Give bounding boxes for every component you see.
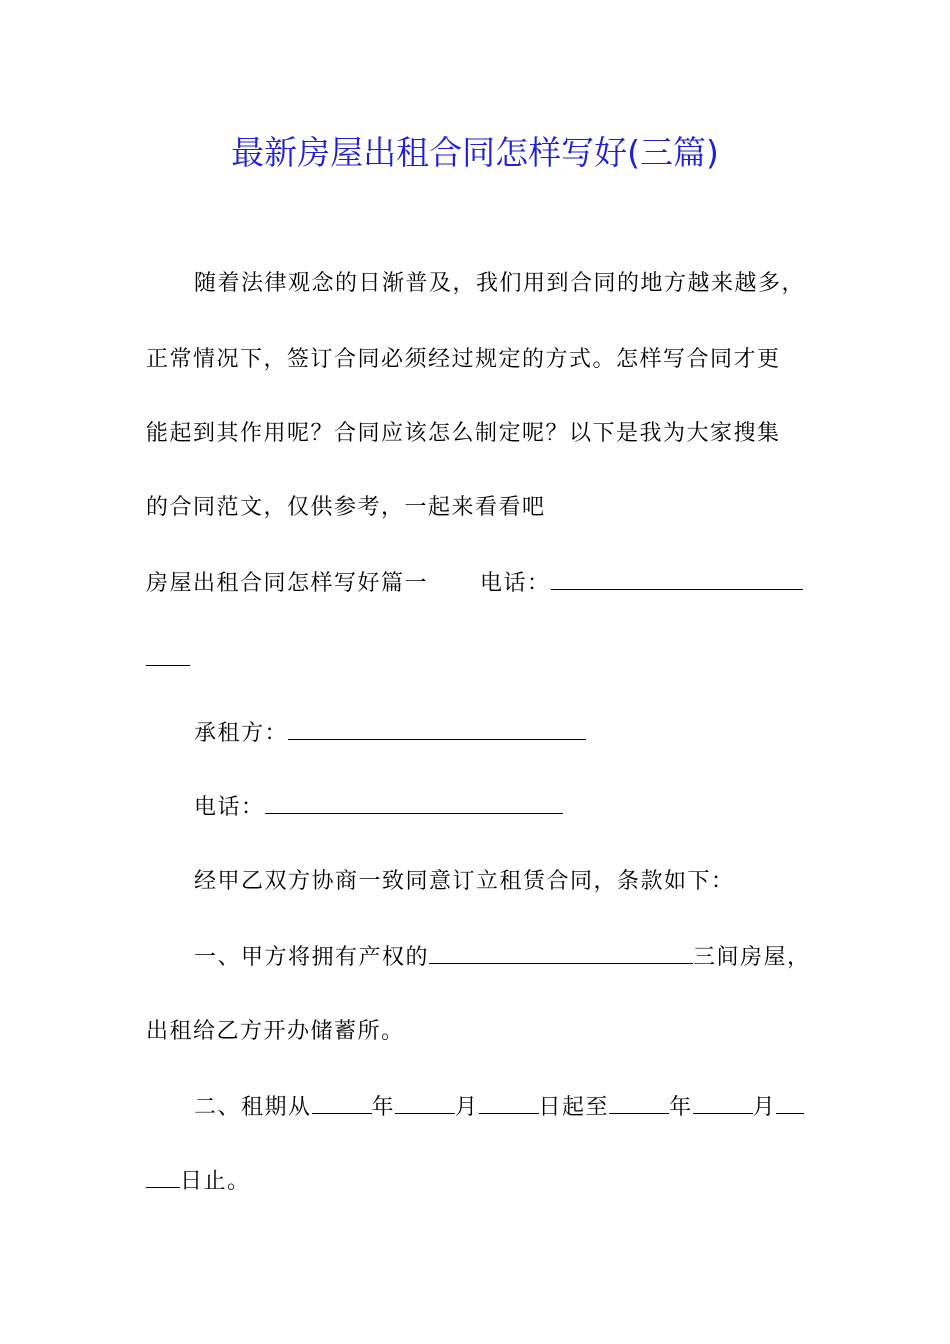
intro-line-4: 的合同范文，仅供参考，一起来看看吧 — [146, 495, 546, 520]
section-heading: 房屋出租合同怎样写好篇一 — [146, 571, 429, 596]
clause-2-month-2: 月 — [752, 1095, 777, 1120]
clause-1-row — [194, 940, 811, 976]
clause-2-year-1: 年 — [371, 1095, 396, 1120]
phone-blank-1 — [551, 567, 803, 590]
phone-label-1: 电话： — [480, 571, 551, 596]
intro-line-3: 能起到其作用呢？合同应该怎么制定呢？以下是我为大家搜集 — [146, 421, 781, 446]
clause-2-day-end: 日止。 — [180, 1169, 251, 1194]
intro-line-1: 随着法律观念的日渐普及，我们用到合同的地方越来越多， — [194, 271, 806, 296]
end-day-blank-part-2 — [146, 1165, 180, 1188]
phone-blank-2 — [265, 791, 563, 814]
clause-2-month-1: 月 — [455, 1095, 479, 1120]
agreement-line: 经甲乙双方协商一致同意订立租赁合同，条款如下： — [194, 869, 735, 894]
section-heading-row — [146, 566, 803, 602]
phone-blank-1-continuation — [146, 643, 190, 666]
clause-1-text-b: 三间房屋， — [693, 945, 811, 970]
tenant-row — [194, 716, 586, 752]
tenant-label: 承租方： — [194, 721, 289, 746]
phone-blank-continuation-row — [146, 642, 190, 678]
end-year-blank — [609, 1091, 669, 1114]
start-month-blank — [395, 1091, 455, 1114]
phone-label-2: 电话： — [194, 795, 265, 820]
clause-2-prefix: 二、租期从 — [194, 1095, 312, 1120]
intro-line-2: 正常情况下，签订合同必须经过规定的方式。怎样写合同才更 — [146, 347, 781, 372]
property-blank — [429, 941, 693, 964]
clause-2-continuation — [146, 1164, 251, 1200]
clause-1-text-a: 一、甲方将拥有产权的 — [194, 945, 430, 970]
start-day-blank — [479, 1091, 539, 1114]
clause-2-row — [194, 1090, 804, 1126]
clause-2-day-1: 日起至 — [538, 1095, 610, 1120]
end-day-blank-part-1 — [776, 1091, 804, 1114]
start-year-blank — [312, 1091, 372, 1114]
phone-row-2 — [194, 790, 563, 826]
clause-2-year-2: 年 — [669, 1095, 693, 1120]
tenant-blank — [288, 717, 586, 740]
end-month-blank — [693, 1091, 753, 1114]
clause-1-continuation: 出租给乙方开办储蓄所。 — [146, 1019, 405, 1044]
document-title: 最新房屋出租合同怎样写好(三篇) — [231, 133, 719, 172]
